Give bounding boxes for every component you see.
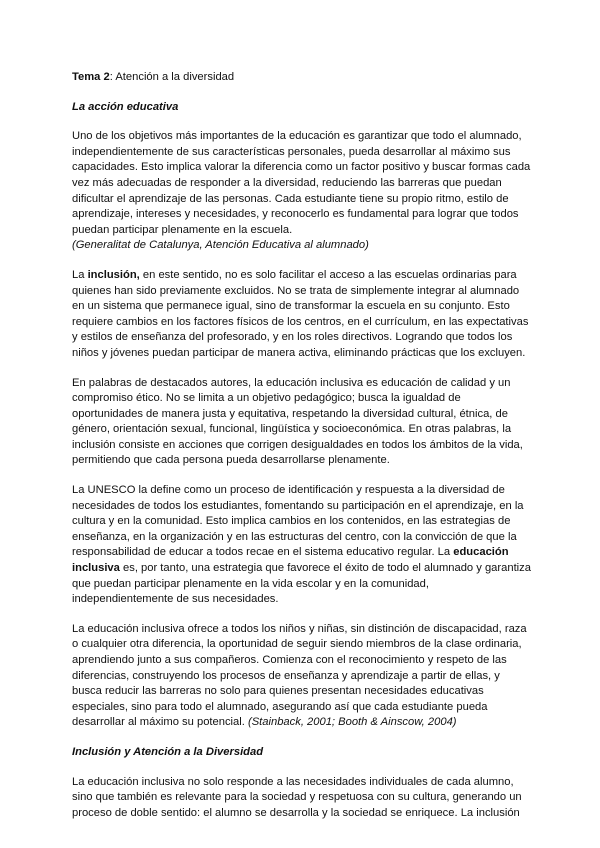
paragraph-inclusion bbox=[72, 268, 532, 362]
term-inclusion: inclusión, bbox=[87, 268, 140, 281]
topic-title-line bbox=[72, 70, 532, 86]
topic-label: Tema 2 bbox=[72, 71, 110, 83]
paragraph-autores: En palabras de destacados autores, la educación inclusiva es educación de calidad y un compromiso ético. No se limita a un objetivo pedagógico; busca la igualdad de oportunidades de manera justa y equitativa, respetando la diversidad cultural, étnica, de género, orientación sexual, funcional, lingüística y socioeconómica. En otras palabras, la inclusión consiste en acciones que corrigen desigualdades en todos los ámbitos de la vida, permitiendo que cada persona pueda desarrollarse plenamente. bbox=[72, 376, 523, 467]
section-heading-accion-educativa: La acción educativa bbox=[72, 100, 179, 113]
paragraph-inclusion-pre: La bbox=[72, 268, 88, 281]
paragraph-unesco bbox=[72, 483, 532, 608]
paragraph-doble-sentido: La educación inclusiva no solo responde a las necesidades individuales de cada alumno, sino que también es relevante para la sociedad y respetuosa con su cultura, generando un proceso de doble sentido: el alumno se desarrolla y la sociedad se enriquece. La inclusión bbox=[72, 775, 522, 819]
paragraph-unesco-pre: La UNESCO la define como un proceso de identificación y respuesta a la diversidad de necesidades de todos los estudiantes, fomentando su participación en el aprendizaje, en la cultura y en la comunidad. Esto implica cambios en los contenidos, en las estrategias de enseñanza, en la organización y en las estructuras del centro, con la convicción de que la responsabilidad de educar a todos recae en el sistema educativo regular. La bbox=[72, 484, 524, 559]
paragraph-objetivos bbox=[72, 129, 532, 254]
paragraph-oportunidad bbox=[72, 622, 532, 731]
paragraph-oportunidad-text: La educación inclusiva ofrece a todos los niños y niñas, sin distinción de discapacidad, raza o cualquier otra diferencia, la oportunidad de seguir siendo miembros de la clase ordinaria, aprendiendo junto a sus compañeros. Comienza con el reconocimiento y respeto de las diferencias, construyendo los procesos de enseñanza y aprendizaje a partir de ellas, y busca reducir las barreras no solo para quienes presentan necesidades educativas especiales, sino para todo el alumnado, asegurando así que cada estudiante pueda desarrollar al máximo su potencial. bbox=[72, 622, 527, 729]
citation-stainback-booth: (Stainback, 2001; Booth & Ainscow, 2004) bbox=[247, 716, 457, 729]
topic-title: : Atención a la diversidad bbox=[109, 71, 235, 83]
paragraph-objetivos-text: Uno de los objetivos más importantes de la educación es garantizar que todo el alumnado, independientemente de sus características personales, pueda desarrollar al máximo sus capacidades. Esto implica valorar la diferencia como un factor positivo y buscar formas cada vez más adecuadas de responder a la diversidad, reduciendo las barreras que puedan dificultar el aprendizaje de las personas. Cada estudiante tiene su propio ritmo, estilo de aprendizaje, intereses y necesidades, y reconocerlo es fundamental para lograr que todos puedan participar plenamente en la escuela. bbox=[72, 130, 531, 236]
paragraph-unesco-post: es, por tanto, una estrategia que favorece el éxito de todo el alumnado y garantiza que puedan participar plenamente en la vida escolar y en la comunidad, independientemente de sus necesidades. bbox=[72, 562, 531, 606]
paragraph-inclusion-post: en este sentido, no es solo facilitar el acceso a las escuelas ordinarias para quienes han sido previamente excluidos. No se trata de simplemente integrar al alumnado en un sistema que permanece igual, sino de transformar la escuela en su conjunto. Esto requiere cambios en los factores físicos de los centros, en el currículum, en las expectativas y estilos de enseñanza del profesorado, y en los roles directivos. Logrando que todos los niños y jóvenes puedan participar de manera activa, eliminando prácticas que los excluyen. bbox=[72, 268, 529, 359]
term-educacion-inclusiva: educación inclusiva bbox=[72, 546, 509, 575]
section-heading-inclusion-diversidad: Inclusión y Atención a la Diversidad bbox=[72, 745, 264, 758]
citation-generalitat: (Generalitat de Catalunya, Atención Educativa al alumnado) bbox=[72, 239, 369, 252]
